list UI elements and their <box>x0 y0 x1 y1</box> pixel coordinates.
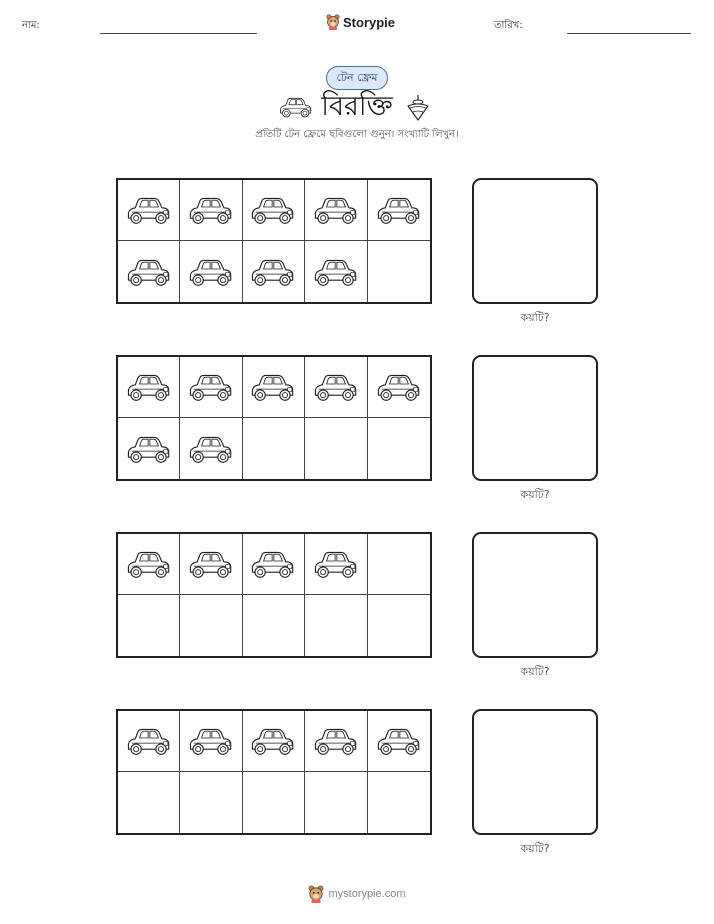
how-many-label: কয়টি? <box>520 665 550 678</box>
car-icon <box>312 372 360 402</box>
car-icon <box>187 195 235 225</box>
footer <box>300 885 414 903</box>
car-icon <box>187 257 235 287</box>
ten-frame-cell <box>118 180 180 241</box>
answer-box[interactable] <box>472 532 598 658</box>
car-icon <box>375 372 423 402</box>
ten-frame-cell <box>118 241 180 302</box>
car-icon <box>312 549 360 579</box>
ten-frame-cell <box>368 595 430 656</box>
ten-frame-cell <box>243 241 305 302</box>
ten-frame-cell <box>180 534 242 595</box>
how-many-label: কয়টি? <box>520 842 550 855</box>
date-label: তারিখ: <box>494 20 523 31</box>
ten-frame-cell <box>305 711 367 772</box>
car-icon <box>249 257 297 287</box>
ten-frame-cell <box>118 595 180 656</box>
ten-frame-cell <box>243 180 305 241</box>
ten-frame-cell <box>180 241 242 302</box>
car-icon <box>187 372 235 402</box>
car-icon <box>187 434 235 464</box>
ten-frame-cell <box>305 357 367 418</box>
bear-icon <box>326 14 340 30</box>
ten-frame-cell <box>305 180 367 241</box>
date-line[interactable] <box>567 33 691 34</box>
ten-frame-cell <box>118 357 180 418</box>
car-icon <box>125 549 173 579</box>
footer-url: mystorypie.com <box>328 888 406 900</box>
ten-frame-cell <box>180 418 242 479</box>
ten-frame-cell <box>180 180 242 241</box>
car-icon <box>187 726 235 756</box>
ten-frame <box>116 178 432 304</box>
ten-frame-cell <box>243 534 305 595</box>
how-many-label: কয়টি? <box>520 311 550 324</box>
car-icon <box>187 549 235 579</box>
bear-icon <box>308 885 324 903</box>
ten-frame <box>116 532 432 658</box>
how-many-label: কয়টি? <box>520 488 550 501</box>
car-icon <box>312 726 360 756</box>
answer-box[interactable] <box>472 178 598 304</box>
ten-frame <box>116 355 432 481</box>
ten-frame-cell <box>118 534 180 595</box>
ten-frame-cell <box>368 241 430 302</box>
ten-frame-cell <box>243 772 305 833</box>
car-icon <box>125 726 173 756</box>
car-icon <box>249 372 297 402</box>
ten-frame-cell <box>305 595 367 656</box>
ten-frame-cell <box>180 711 242 772</box>
ten-frame-cell <box>305 241 367 302</box>
car-icon <box>125 372 173 402</box>
ten-frame-cell <box>243 595 305 656</box>
ten-frame-cell <box>305 772 367 833</box>
car-icon <box>312 257 360 287</box>
ten-frame-cell <box>118 418 180 479</box>
answer-box[interactable] <box>472 709 598 835</box>
name-line[interactable] <box>100 33 257 34</box>
ten-frame-cell <box>180 772 242 833</box>
ten-frame-cell <box>243 357 305 418</box>
worksheet-type-badge: টেন ফ্রেম <box>326 66 388 90</box>
page-title: বিরক্তি <box>321 91 393 122</box>
instructions: প্রতিটি টেন ফ্রেমে ছবিগুলো গুনুন। সংখ্যাটি লিখুন। <box>255 129 459 140</box>
ten-frame-cell <box>118 772 180 833</box>
ten-frame-cell <box>368 711 430 772</box>
car-icon <box>375 195 423 225</box>
name-label: নাম: <box>22 20 40 31</box>
ten-frame-cell <box>243 711 305 772</box>
ten-frame-cell <box>180 357 242 418</box>
ten-frame-cell <box>305 534 367 595</box>
ten-frame-cell <box>368 772 430 833</box>
ten-frame-cell <box>118 711 180 772</box>
car-icon <box>125 434 173 464</box>
ten-frame-cell <box>368 534 430 595</box>
ten-frame-cell <box>368 180 430 241</box>
car-icon <box>125 195 173 225</box>
ten-frame-cell <box>180 595 242 656</box>
car-icon <box>125 257 173 287</box>
ten-frame-cell <box>305 418 367 479</box>
ten-frame-cell <box>368 357 430 418</box>
spinning-top-icon <box>405 94 431 122</box>
storypie-logo <box>326 14 395 30</box>
answer-box[interactable] <box>472 355 598 481</box>
car-icon <box>249 549 297 579</box>
ten-frame <box>116 709 432 835</box>
car-icon <box>312 195 360 225</box>
ten-frame-cell <box>243 418 305 479</box>
brand-name: Storypie <box>343 14 396 30</box>
ten-frame-cell <box>368 418 430 479</box>
car-icon <box>375 726 423 756</box>
car-icon <box>249 195 297 225</box>
car-icon <box>249 726 297 756</box>
